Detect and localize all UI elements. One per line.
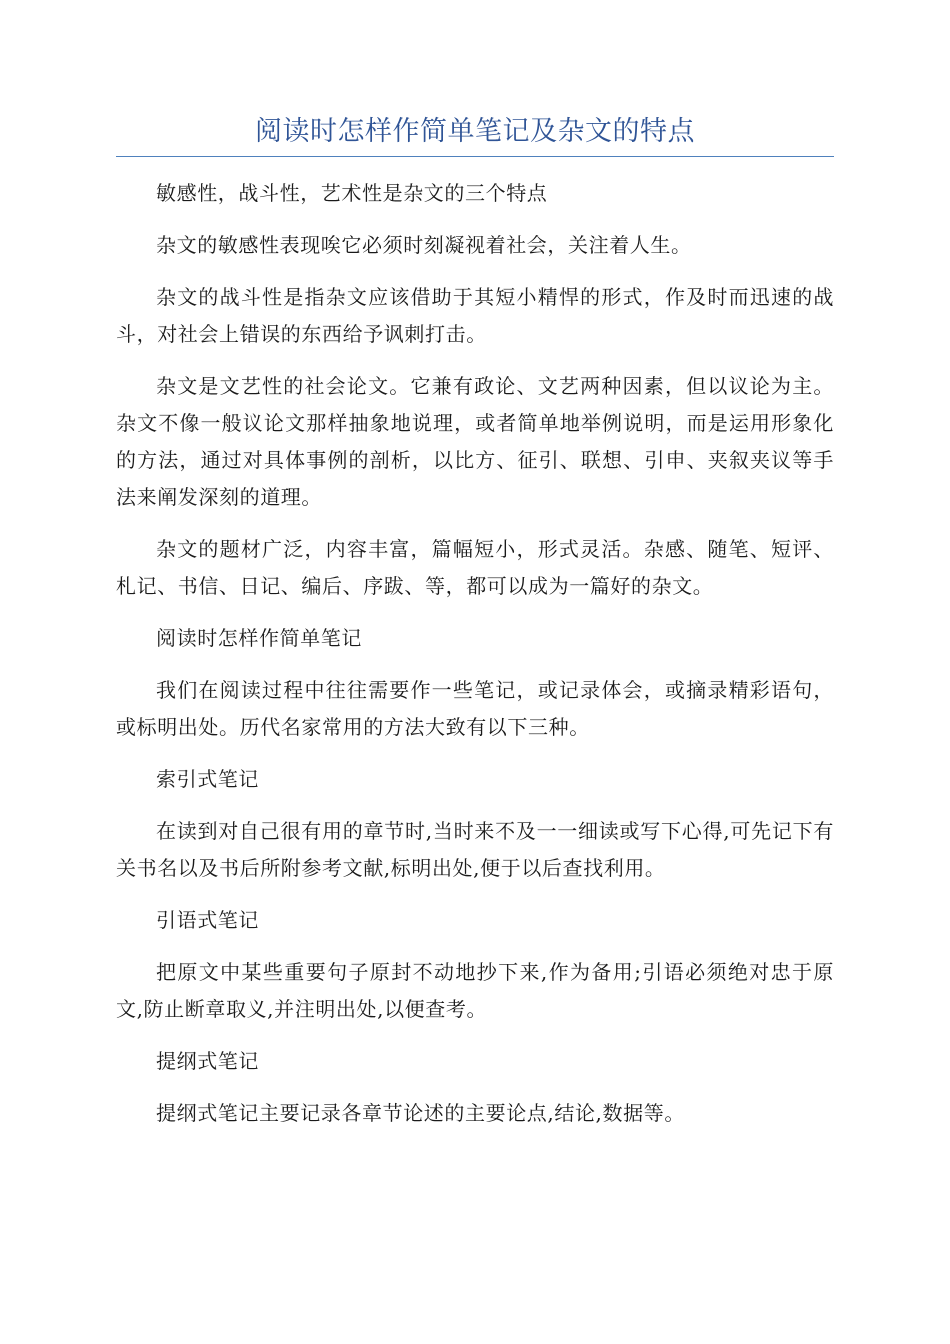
paragraph-quote-notes: 把原文中某些重要句子原封不动地抄下来,作为备用;引语必须绝对忠于原文,防止断章取义,并注明出处,以便查考。 <box>116 960 834 1021</box>
title-block <box>116 112 834 157</box>
paragraph-index-notes: 在读到对自己很有用的章节时,当时来不及一一细读或写下心得,可先记下有关书名以及书后所附参考文献,标明出处,便于以后查找利用。 <box>116 819 834 880</box>
paragraph-outline-notes: 提纲式笔记主要记录各章节论述的主要论点,结论,数据等。 <box>156 1101 685 1125</box>
paragraph-subject-matter: 杂文的题材广泛，内容丰富，篇幅短小，形式灵活。杂感、随笔、短评、札记、书信、日记、编后、序跋、等，都可以成为一篇好的杂文。 <box>116 537 834 598</box>
section-heading-notes: 阅读时怎样作简单笔记 <box>156 626 362 650</box>
paragraph-features-intro: 敏感性，战斗性，艺术性是杂文的三个特点 <box>156 181 548 205</box>
paragraph-artistry: 杂文是文艺性的社会论文。它兼有政论、文艺两种因素，但以议论为主。杂文不像一般议论文那样抽象地说理，或者简单地举例说明，而是运用形象化的方法，通过对具体事例的剖析，以比方、征引、联想、引申、夹叙夹议等手法来阐发深刻的道理。 <box>116 374 834 509</box>
section-heading-index-notes: 索引式笔记 <box>156 767 259 791</box>
paragraph-combativeness: 杂文的战斗性是指杂文应该借助于其短小精悍的形式，作及时而迅速的战斗，对社会上错误的东西给予讽刺打击。 <box>116 285 834 346</box>
paragraph-sensitivity: 杂文的敏感性表现唉它必须时刻凝视着社会，关注着人生。 <box>156 233 692 257</box>
document-body <box>116 175 834 1147</box>
section-heading-quote-notes: 引语式笔记 <box>156 908 259 932</box>
page-title: 阅读时怎样作简单笔记及杂文的特点 <box>255 116 695 147</box>
paragraph-notes-intro: 我们在阅读过程中往往需要作一些笔记，或记录体会，或摘录精彩语句，或标明出处。历代名家常用的方法大致有以下三种。 <box>116 678 834 739</box>
section-heading-outline-notes: 提纲式笔记 <box>156 1049 259 1073</box>
